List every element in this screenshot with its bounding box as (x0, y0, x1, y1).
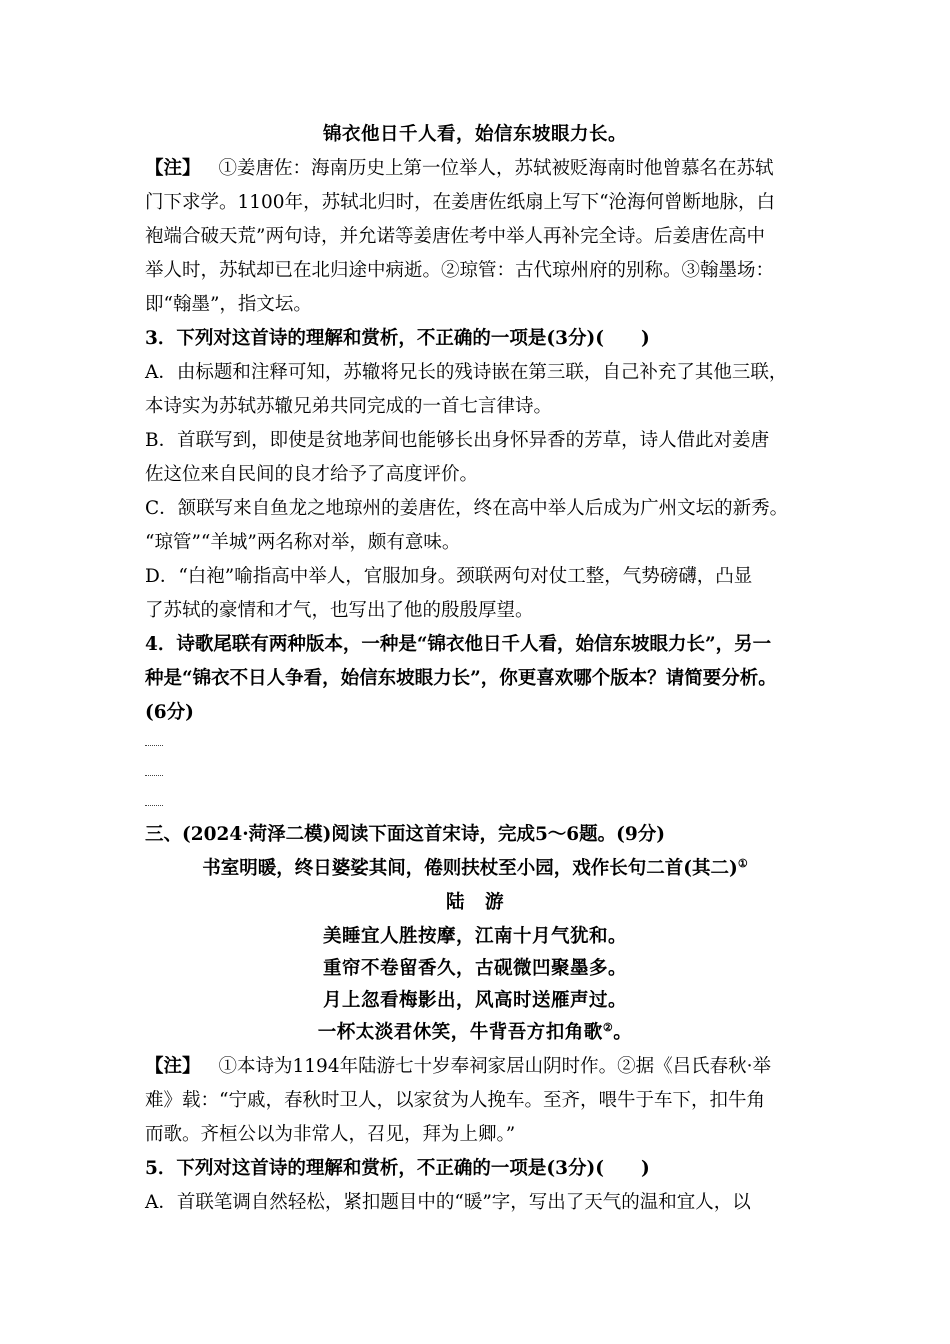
note-line: 即“翰墨”，指文坛。 (145, 294, 312, 315)
q3-option-c-cont: “琼管”“羊城”两名称对举，颇有意味。 (145, 532, 461, 553)
poem-line: 锦衣他日千人看，始信东坡眼力长。 (322, 124, 627, 145)
poem-line: 月上忽看梅影出，风高时送雁声过。 (322, 990, 627, 1011)
note-line: 难》载：“宁戚，春秋时卫人，以家贫为人挽车。至齐，喂牛于车下，扣牛角 (145, 1090, 765, 1111)
note-tag: 【注】 (145, 1056, 201, 1077)
q3-option-b: B．首联写到，即使是贫地茅间也能够长出身怀异香的芳草，诗人借此对姜唐 (145, 430, 770, 451)
footnote-marker: ① (737, 857, 748, 870)
note-tag: 【注】 (145, 158, 201, 179)
poem-author (0, 890, 950, 916)
q3-option-a: A．由标题和注释可知，苏辙将兄长的残诗嵌在第三联，自己补充了其他三联， (145, 362, 788, 383)
poem-line: 重帘不卷留香久，古砚微凹聚墨多。 (322, 958, 627, 979)
q3-option-d: D．“白袍”喻指高中举人，官服加身。颈联两句对仗工整，气势磅礴，凸显 (145, 566, 753, 587)
note-line: 门下求学。1100年，苏轼北归时，在姜唐佐纸扇上写下“沧海何曾断地脉，白 (145, 192, 776, 213)
author-char: 陆 (445, 892, 465, 913)
poem-line: 美睡宜人胜按摩，江南十月气犹和。 (322, 926, 627, 947)
note-line: 而歌。齐桓公以为非常人，召见，拜为上卿。” (145, 1124, 516, 1145)
note-line (145, 1054, 825, 1080)
question-4-stem-cont: 种是“锦衣不日人争看，始信东坡眼力长”，你更喜欢哪个版本？请简要分析。 (145, 668, 777, 689)
poem-line-end: 。 (613, 1022, 633, 1043)
question-4-stem: 4．诗歌尾联有两种版本，一种是“锦衣他日千人看，始信东坡眼力长”，另一 (145, 634, 772, 655)
answer-blank[interactable] (145, 805, 163, 806)
note-text: ①姜唐佐：海南历史上第一位举人，苏轼被贬海南时他曾慕名在苏轼 (218, 158, 774, 179)
footnote-marker: ② (602, 1021, 614, 1034)
question-3-stem: 3．下列对这首诗的理解和赏析，不正确的一项是(3分)( ) (145, 328, 650, 349)
note-line: 袍端合破天荒”两句诗，并允诺等姜唐佐考中举人再补完全诗。后姜唐佐高中 (145, 226, 765, 247)
note-text: ①本诗为1194年陆游七十岁奉祠家居山阴时作。②据《吕氏春秋·举 (218, 1056, 771, 1077)
poem-line (0, 1020, 950, 1046)
q3-option-b-cont: 佐这位来自民间的良才给予了高度评价。 (145, 464, 479, 485)
q5-option-a: A．首联笔调自然轻松，紧扣题目中的“暖”字，写出了天气的温和宜人，以 (145, 1192, 751, 1213)
question-4-score: (6分) (145, 702, 194, 723)
section-heading: 三、(2024·菏泽二模)阅读下面这首宋诗，完成5～6题。(9分) (145, 824, 666, 845)
poem-line-text: 一杯太淡君休笑，牛背吾方扣角歌 (317, 1022, 603, 1043)
answer-blank[interactable] (145, 745, 163, 746)
q3-option-c: C．颔联写来自鱼龙之地琼州的姜唐佐，终在高中举人后成为广州文坛的新秀。 (145, 498, 789, 519)
note-line (145, 156, 825, 182)
question-5-stem: 5．下列对这首诗的理解和赏析，不正确的一项是(3分)( ) (145, 1158, 650, 1179)
note-line: 举人时，苏轼却已在北归途中病逝。②琼管：古代琼州府的别称。③翰墨场： (145, 260, 775, 281)
author-char: 游 (485, 892, 505, 913)
q3-option-d-cont: 了苏轼的豪情和才气，也写出了他的殷殷厚望。 (145, 600, 534, 621)
q3-option-a-cont: 本诗实为苏轼苏辙兄弟共同完成的一首七言律诗。 (145, 396, 553, 417)
poem-title-text: 书室明暖，终日婆娑其间，倦则扶杖至小园，戏作长句二首(其二) (202, 858, 738, 879)
answer-blank[interactable] (145, 775, 163, 776)
poem-title (0, 856, 950, 882)
